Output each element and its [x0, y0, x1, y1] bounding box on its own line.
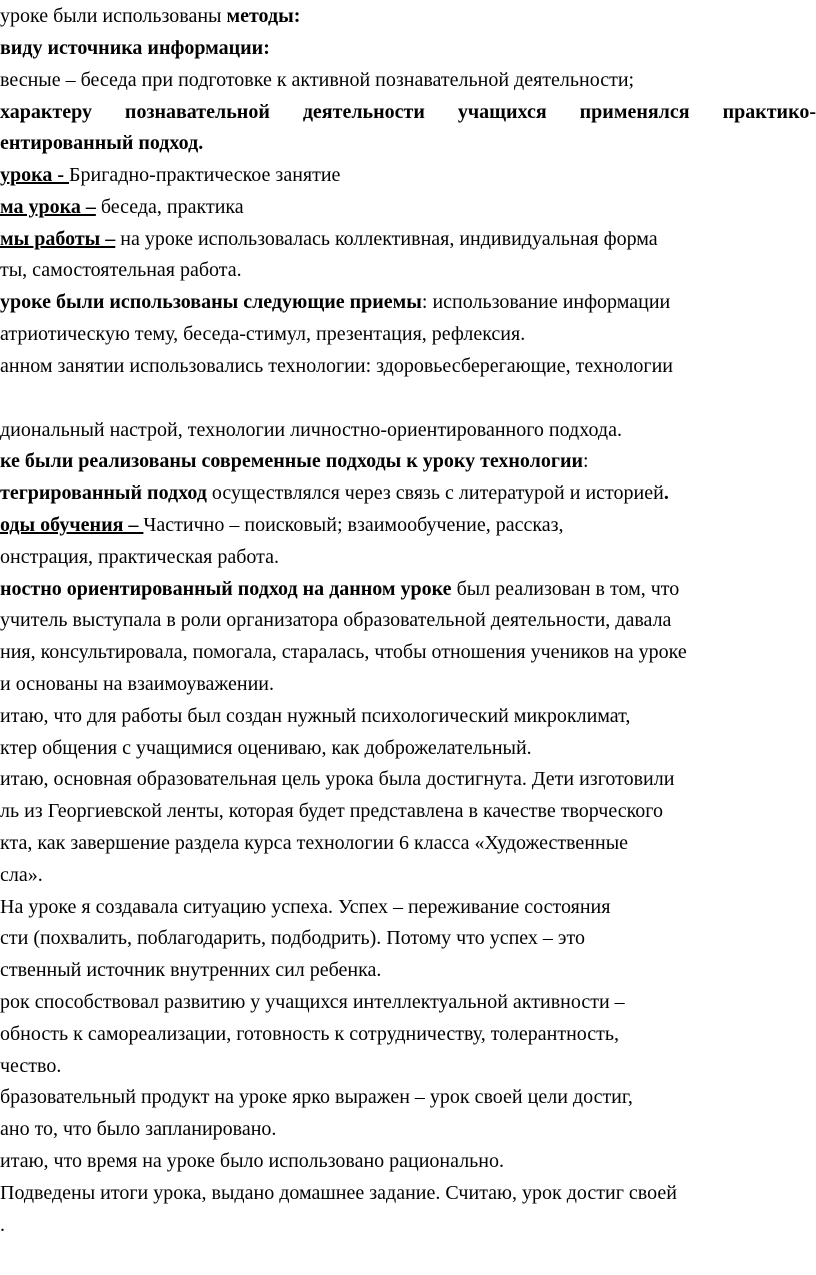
- text-line: атриотическую тему, беседа-стимул, презентация, рефлексия.: [0, 323, 526, 345]
- text-line: и основаны на взаимоуважении.: [0, 673, 274, 695]
- text-line: уроке были использованы методы:: [0, 5, 301, 27]
- text-line: сти (похвалить, поблагодарить, подбодрить). Потому что успех – это: [0, 927, 585, 949]
- text-line: ния, консультировала, помогала, старалась, чтобы отношения учеников на уроке: [0, 641, 687, 663]
- text-line: тегрированный подход осуществлялся через связь с литературой и историей.: [0, 482, 669, 504]
- text-line: ственный источник внутренних сил ребенка.: [0, 959, 382, 981]
- text-line: ано то, что было запланировано.: [0, 1118, 277, 1140]
- text-line: весные – беседа при подготовке к активной познавательной деятельности;: [0, 69, 635, 91]
- text-line: ке были реализованы современные подходы к уроку технологии:: [0, 450, 589, 472]
- text-line: итаю, основная образовательная цель урока была достигнута. Дети изготовили: [0, 768, 675, 790]
- text-line: ктер общения с учащимися оцениваю, как доброжелательный.: [0, 737, 532, 759]
- text-line: виду источника информации:: [0, 37, 270, 59]
- text-line: уроке были использованы следующие приемы: использование информации: [0, 291, 671, 313]
- text-line: ты, самостоятельная работа.: [0, 259, 242, 281]
- text-line: анном занятии использовались технологии: здоровьесберегающие, технологии: [0, 355, 673, 377]
- text-line: чество.: [0, 1055, 62, 1077]
- text-line: На уроке я создавала ситуацию успеха. Успех – переживание состояния: [0, 896, 611, 918]
- text-line: оды обучения – Частично – поисковый; взаимообучение, рассказ,: [0, 514, 564, 536]
- text-line: урока - Бригадно-практическое занятие: [0, 164, 341, 186]
- text-line: Подведены итоги урока, выдано домашнее задание. Считаю, урок достиг своей: [0, 1182, 677, 1204]
- text-line: диональный настрой, технологии личностно-ориентированного подхода.: [0, 419, 622, 441]
- text-line: рок способствовал развитию у учащихся интеллектуальной активности –: [0, 991, 625, 1013]
- text-line: кта, как завершение раздела курса технологии 6 класса «Художественные: [0, 832, 629, 854]
- text-line: ма урока – беседа, практика: [0, 196, 244, 218]
- text-line: итаю, что время на уроке было использовано рационально.: [0, 1150, 504, 1172]
- text-line: онстрация, практическая работа.: [0, 546, 279, 568]
- text-line: бразовательный продукт на уроке ярко выражен – урок своей цели достиг,: [0, 1086, 633, 1108]
- text-line: характеру познавательной деятельности учащихся применялся практико-: [0, 101, 816, 123]
- text-line: ентированный подход.: [0, 132, 204, 154]
- text-line: мы работы – на уроке использовалась коллективная, индивидуальная форма: [0, 228, 658, 250]
- text-line: ностно ориентированный подход на данном уроке был реализован в том, что: [0, 578, 680, 600]
- text-line: учитель выступала в роли организатора образовательной деятельности, давала: [0, 609, 672, 631]
- text-line: ль из Георгиевской ленты, которая будет представлена в качестве творческого: [0, 800, 663, 822]
- text-line: обность к самореализации, готовность к сотрудничеству, толерантность,: [0, 1023, 620, 1045]
- text-line: итаю, что для работы был создан нужный психологический микроклимат,: [0, 705, 631, 727]
- text-line: сла».: [0, 864, 43, 886]
- text-line: .: [0, 1214, 5, 1236]
